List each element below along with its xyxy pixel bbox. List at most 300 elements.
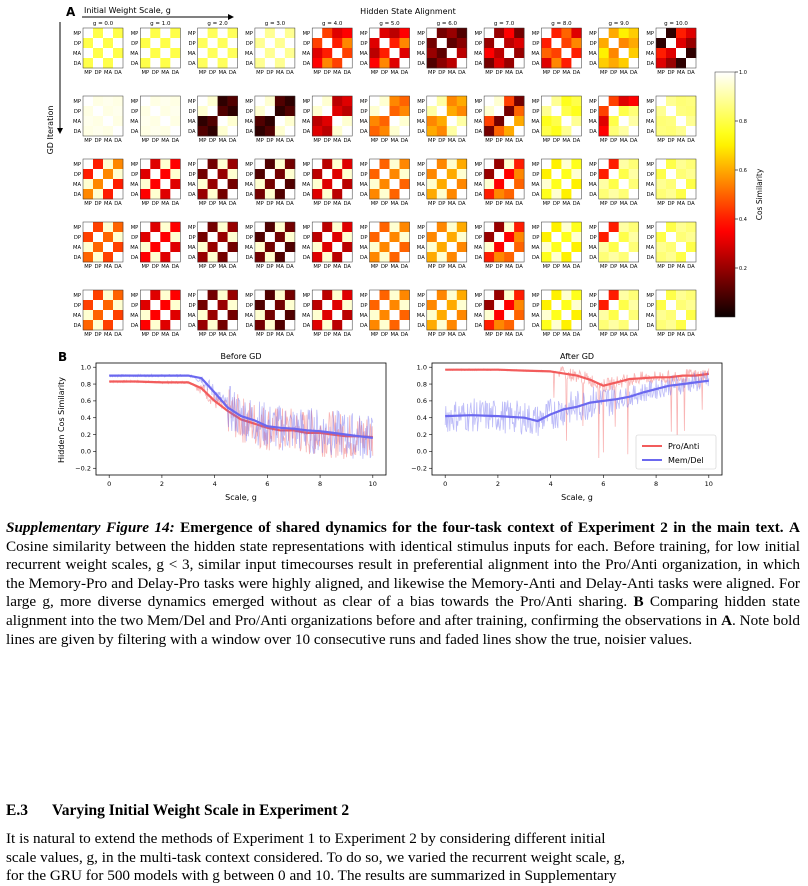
matrix-cell xyxy=(494,179,504,189)
matrix-cell xyxy=(551,28,561,38)
matrix-cell xyxy=(437,58,447,68)
matrix-cell xyxy=(494,28,504,38)
matrix-cell xyxy=(160,189,170,199)
matrix-cell xyxy=(457,169,467,179)
row-task-label: DP xyxy=(188,172,196,178)
column-task-label: DA xyxy=(515,332,523,338)
colorbar xyxy=(715,70,764,317)
matrix-cell xyxy=(390,159,400,169)
row-task-label: DA xyxy=(589,192,597,198)
matrix-cell xyxy=(265,169,275,179)
y-tick-label: −0.2 xyxy=(411,464,427,473)
matrix-cell xyxy=(285,320,295,330)
matrix-cell xyxy=(400,169,410,179)
matrix-cell xyxy=(170,28,180,38)
similarity-matrix xyxy=(73,159,123,207)
column-task-label: DP xyxy=(380,70,389,76)
matrix-cell xyxy=(629,96,639,106)
column-task-label: MP xyxy=(427,70,436,76)
column-task-label: MP xyxy=(256,332,264,338)
matrix-cell xyxy=(599,159,609,169)
column-task-label: DP xyxy=(495,70,503,76)
matrix-cell xyxy=(228,96,238,106)
row-task-label: MA xyxy=(645,51,654,57)
matrix-cell xyxy=(599,48,609,58)
matrix-cell xyxy=(228,106,238,116)
matrix-cell xyxy=(170,116,180,126)
matrix-cell xyxy=(228,159,238,169)
matrix-cell xyxy=(198,38,208,48)
similarity-matrix xyxy=(531,159,581,207)
matrix-cell xyxy=(457,300,467,310)
matrix-cell xyxy=(170,252,180,262)
matrix-cell xyxy=(93,252,103,262)
row-task-label: DP xyxy=(303,303,311,309)
matrix-cell xyxy=(656,320,666,330)
body-line: scale values, g, in the multi-task context considered. To do so, we varied the recurrent weight scale, g, xyxy=(6,848,626,866)
column-task-label: MA xyxy=(275,70,284,76)
matrix-cell xyxy=(686,320,696,330)
matrix-cell xyxy=(390,232,400,242)
matrix-cell xyxy=(494,222,504,232)
panel-a xyxy=(46,5,764,338)
row-task-label: MP xyxy=(531,31,540,37)
matrix-cell xyxy=(322,116,332,126)
matrix-cell xyxy=(494,169,504,179)
x-axis-label: Scale, g xyxy=(561,493,593,502)
column-task-label: DP xyxy=(94,138,102,144)
matrix-cell xyxy=(228,252,238,262)
matrix-cell xyxy=(380,222,390,232)
row-task-label: MA xyxy=(244,313,253,319)
row-task-label: DP xyxy=(131,303,139,309)
matrix-cell xyxy=(571,116,581,126)
column-task-label: DA xyxy=(687,70,695,76)
row-task-label: DA xyxy=(188,61,196,67)
matrix-cell xyxy=(400,300,410,310)
matrix-cell xyxy=(666,290,676,300)
matrix-cell xyxy=(656,126,666,136)
matrix-cell xyxy=(676,116,686,126)
matrix-cell xyxy=(113,320,123,330)
matrix-cell xyxy=(228,116,238,126)
column-task-label: MP xyxy=(657,332,665,338)
row-task-label: MA xyxy=(130,182,139,188)
matrix-cell xyxy=(113,28,123,38)
column-task-label: DA xyxy=(286,332,294,338)
matrix-cell xyxy=(599,58,609,68)
matrix-cell xyxy=(198,242,208,252)
row-task-label: MP xyxy=(187,293,196,299)
matrix-cell xyxy=(285,169,295,179)
matrix-cell xyxy=(599,96,609,106)
column-task-label: MP xyxy=(313,264,322,270)
column-task-label: DP xyxy=(495,201,503,207)
caption-label-a: A xyxy=(789,519,801,536)
matrix-cell xyxy=(275,290,285,300)
matrix-cell xyxy=(370,252,380,262)
column-task-label: MA xyxy=(562,264,571,270)
matrix-cell xyxy=(619,320,629,330)
row-task-label: MP xyxy=(245,162,253,168)
matrix-cell xyxy=(609,222,619,232)
matrix-cell xyxy=(609,96,619,106)
matrix-cell xyxy=(150,106,160,116)
matrix-cell xyxy=(686,179,696,189)
matrix-cell xyxy=(666,126,676,136)
matrix-cell xyxy=(494,38,504,48)
matrix-cell xyxy=(599,232,609,242)
column-task-label: MP xyxy=(485,70,493,76)
panel-b-ylabel: Hidden Cos Similarity xyxy=(57,377,66,463)
column-task-label: MA xyxy=(333,264,342,270)
matrix-cell xyxy=(686,126,696,136)
matrix-cell xyxy=(342,38,352,48)
matrix-cell xyxy=(561,300,571,310)
matrix-cell xyxy=(113,222,123,232)
column-task-label: DP xyxy=(266,201,274,207)
row-task-label: MP xyxy=(474,225,483,231)
row-task-label: MA xyxy=(359,313,368,319)
matrix-cell xyxy=(228,300,238,310)
row-task-label: DA xyxy=(474,255,483,261)
similarity-matrix xyxy=(474,28,524,76)
matrix-cell xyxy=(83,252,93,262)
matrix-cell xyxy=(265,222,275,232)
matrix-cell xyxy=(504,189,514,199)
row-task-label: MP xyxy=(245,99,253,105)
column-task-label: DP xyxy=(495,332,503,338)
similarity-matrix xyxy=(188,28,238,76)
matrix-cell xyxy=(609,242,619,252)
matrix-cell xyxy=(170,290,180,300)
similarity-matrix xyxy=(359,290,409,338)
matrix-cell xyxy=(551,38,561,48)
row-task-label: DP xyxy=(417,303,425,309)
matrix-cell xyxy=(514,38,524,48)
matrix-cell xyxy=(312,169,322,179)
column-task-label: MP xyxy=(84,70,92,76)
matrix-cell xyxy=(541,96,551,106)
column-title: g = 8.0 xyxy=(551,21,572,27)
x-tick-label: 6 xyxy=(265,480,270,488)
matrix-cell xyxy=(656,96,666,106)
matrix-cell xyxy=(400,242,410,252)
matrix-cell xyxy=(160,290,170,300)
matrix-cell xyxy=(676,232,686,242)
matrix-cell xyxy=(427,300,437,310)
row-task-label: DA xyxy=(360,323,368,329)
matrix-cell xyxy=(561,58,571,68)
matrix-cell xyxy=(619,189,629,199)
row-task-label: MA xyxy=(359,182,368,188)
similarity-matrix xyxy=(130,28,180,76)
matrix-cell xyxy=(447,38,457,48)
matrix-cell xyxy=(218,242,228,252)
similarity-matrix xyxy=(359,96,409,144)
matrix-cell xyxy=(541,38,551,48)
column-task-label: MA xyxy=(505,70,514,76)
matrix-cell xyxy=(447,116,457,126)
matrix-cell xyxy=(332,222,342,232)
matrix-cell xyxy=(255,232,265,242)
matrix-cell xyxy=(93,179,103,189)
matrix-cell xyxy=(656,222,666,232)
matrix-cell xyxy=(686,159,696,169)
matrix-cell xyxy=(571,38,581,48)
row-task-label: DP xyxy=(417,109,425,115)
column-task-label: DP xyxy=(667,70,675,76)
matrix-cell xyxy=(447,106,457,116)
row-task-label: DA xyxy=(531,323,540,329)
column-task-label: MA xyxy=(447,138,456,144)
matrix-cell xyxy=(656,28,666,38)
caption-ref-a: A xyxy=(721,611,733,629)
matrix-cell xyxy=(160,48,170,58)
similarity-matrix xyxy=(417,222,467,270)
matrix-cell xyxy=(380,189,390,199)
row-task-label: MA xyxy=(187,119,196,125)
matrix-cell xyxy=(103,179,113,189)
matrix-cell xyxy=(437,320,447,330)
row-task-label: MP xyxy=(589,31,597,37)
similarity-matrix xyxy=(474,222,524,270)
matrix-cell xyxy=(140,159,150,169)
matrix-cell xyxy=(514,116,524,126)
matrix-cell xyxy=(551,58,561,68)
matrix-cell xyxy=(427,28,437,38)
matrix-cell xyxy=(150,179,160,189)
matrix-cell xyxy=(93,28,103,38)
matrix-cell xyxy=(484,242,494,252)
column-task-label: DA xyxy=(400,264,409,270)
row-task-label: DA xyxy=(130,129,139,135)
matrix-cell xyxy=(484,290,494,300)
matrix-cell xyxy=(140,48,150,58)
matrix-cell xyxy=(666,252,676,262)
matrix-cell xyxy=(275,159,285,169)
matrix-cell xyxy=(551,116,561,126)
matrix-cell xyxy=(208,222,218,232)
matrix-cell xyxy=(484,310,494,320)
column-task-label: DP xyxy=(151,332,159,338)
row-task-label: MP xyxy=(245,293,253,299)
matrix-cell xyxy=(504,48,514,58)
matrix-cell xyxy=(629,242,639,252)
similarity-matrix xyxy=(302,290,352,338)
column-task-label: MA xyxy=(619,138,628,144)
matrix-cell xyxy=(265,106,275,116)
matrix-cell xyxy=(83,179,93,189)
column-task-label: MA xyxy=(161,138,170,144)
matrix-cell xyxy=(150,48,160,58)
matrix-cell xyxy=(285,189,295,199)
x-tick-label: 4 xyxy=(548,480,553,488)
matrix-cell xyxy=(218,28,228,38)
column-task-label: DP xyxy=(552,138,560,144)
legend xyxy=(636,435,716,469)
matrix-cell xyxy=(285,116,295,126)
matrix-cell xyxy=(619,106,629,116)
matrix-cell xyxy=(514,320,524,330)
row-task-label: DP xyxy=(646,41,654,47)
matrix-cell xyxy=(484,126,494,136)
column-task-label: MA xyxy=(218,70,227,76)
row-task-label: DP xyxy=(474,303,483,309)
matrix-cell xyxy=(484,232,494,242)
matrix-cell xyxy=(400,159,410,169)
matrix-cell xyxy=(676,28,686,38)
column-task-label: MA xyxy=(619,332,628,338)
column-task-label: DA xyxy=(400,201,409,207)
matrix-cell xyxy=(504,222,514,232)
line-subplots xyxy=(75,352,722,502)
row-task-label: MP xyxy=(187,225,196,231)
column-task-label: MP xyxy=(542,264,551,270)
matrix-cell xyxy=(265,232,275,242)
matrix-cell xyxy=(437,28,447,38)
matrix-cell xyxy=(541,222,551,232)
matrix-cell xyxy=(629,38,639,48)
matrix-cell xyxy=(370,38,380,48)
matrix-cell xyxy=(208,310,218,320)
matrix-cell xyxy=(571,310,581,320)
matrix-cell xyxy=(437,96,447,106)
matrix-cell xyxy=(198,116,208,126)
row-task-label: MP xyxy=(187,99,196,105)
column-task-label: DA xyxy=(286,264,294,270)
column-task-label: DA xyxy=(286,201,294,207)
matrix-cell xyxy=(390,242,400,252)
column-task-label: MP xyxy=(370,332,379,338)
matrix-cell xyxy=(93,189,103,199)
row-task-label: DA xyxy=(531,61,540,67)
column-task-label: DA xyxy=(687,201,695,207)
matrix-cell xyxy=(113,48,123,58)
matrix-cell xyxy=(370,116,380,126)
column-task-label: MP xyxy=(198,201,207,207)
matrix-cell xyxy=(113,252,123,262)
column-task-label: DA xyxy=(114,264,122,270)
similarity-matrix xyxy=(474,159,524,207)
matrix-cell xyxy=(322,232,332,242)
subplot-title: Before GD xyxy=(220,352,262,361)
matrix-cell xyxy=(275,252,285,262)
matrix-cell xyxy=(312,310,322,320)
column-task-label: DA xyxy=(228,70,237,76)
matrix-cell xyxy=(265,189,275,199)
matrix-cell xyxy=(285,300,295,310)
row-task-label: MA xyxy=(187,245,196,251)
matrix-cell xyxy=(332,290,342,300)
matrix-cell xyxy=(255,252,265,262)
matrix-cell xyxy=(494,48,504,58)
row-task-label: DP xyxy=(188,235,196,241)
matrix-cell xyxy=(208,38,218,48)
matrix-cell xyxy=(676,290,686,300)
row-task-label: DA xyxy=(417,255,425,261)
matrix-cell xyxy=(103,126,113,136)
matrix-cell xyxy=(514,169,524,179)
matrix-cell xyxy=(332,189,342,199)
matrix-cell xyxy=(541,232,551,242)
matrix-cell xyxy=(83,96,93,106)
column-task-label: DA xyxy=(228,138,237,144)
column-task-label: MA xyxy=(333,138,342,144)
row-task-label: MP xyxy=(646,225,654,231)
matrix-cell xyxy=(390,222,400,232)
similarity-matrix xyxy=(245,28,295,76)
x-axis-label: Scale, g xyxy=(225,493,257,502)
matrix-cell xyxy=(390,38,400,48)
matrix-cell xyxy=(150,252,160,262)
matrix-cell xyxy=(437,48,447,58)
column-task-label: DA xyxy=(687,264,695,270)
matrix-cell xyxy=(342,169,352,179)
matrix-cell xyxy=(437,169,447,179)
x-tick-label: 6 xyxy=(601,480,606,488)
matrix-cell xyxy=(170,126,180,136)
column-task-label: MP xyxy=(256,138,264,144)
row-task-label: DA xyxy=(302,323,311,329)
column-title: g = 9.0 xyxy=(608,21,629,27)
matrix-cell xyxy=(676,126,686,136)
panel-b-label: B xyxy=(58,350,68,364)
matrix-cell xyxy=(390,48,400,58)
column-task-label: DP xyxy=(438,332,446,338)
matrix-cell xyxy=(255,58,265,68)
row-task-label: DA xyxy=(188,129,196,135)
matrix-cell xyxy=(275,232,285,242)
matrix-cell xyxy=(541,290,551,300)
row-task-label: MA xyxy=(416,245,425,251)
matrix-cell xyxy=(400,58,410,68)
column-task-label: MA xyxy=(619,201,628,207)
y-tick-label: 1.0 xyxy=(416,363,427,372)
row-task-label: MP xyxy=(245,225,253,231)
matrix-cell xyxy=(198,58,208,68)
row-task-label: MP xyxy=(73,31,81,37)
row-task-label: MP xyxy=(417,162,425,168)
row-task-label: DA xyxy=(73,129,81,135)
row-task-label: DA xyxy=(474,323,483,329)
matrix-cell xyxy=(484,96,494,106)
row-task-label: DP xyxy=(589,303,597,309)
row-task-label: DP xyxy=(188,109,196,115)
matrix-cell xyxy=(619,116,629,126)
matrix-cell xyxy=(484,106,494,116)
similarity-matrix xyxy=(646,290,696,338)
matrix-cell xyxy=(255,320,265,330)
column-task-label: DA xyxy=(458,70,466,76)
matrix-cell xyxy=(666,96,676,106)
matrix-cell xyxy=(255,189,265,199)
matrix-cell xyxy=(285,179,295,189)
matrix-cell xyxy=(457,58,467,68)
matrix-cell xyxy=(228,189,238,199)
caption-text-end: . Note bold lines are given by filtering with a window over 10 consecutive runs and faded lines show the true, noisier values. xyxy=(6,611,800,648)
column-task-label: MP xyxy=(256,201,264,207)
matrix-cell xyxy=(322,106,332,116)
matrix-cell xyxy=(160,320,170,330)
matrix-cell xyxy=(484,300,494,310)
matrix-cell xyxy=(561,320,571,330)
matrix-cell xyxy=(322,222,332,232)
x-tick-label: 10 xyxy=(704,480,713,488)
matrix-cell xyxy=(457,159,467,169)
row-task-label: MP xyxy=(474,31,483,37)
matrix-cell xyxy=(437,290,447,300)
